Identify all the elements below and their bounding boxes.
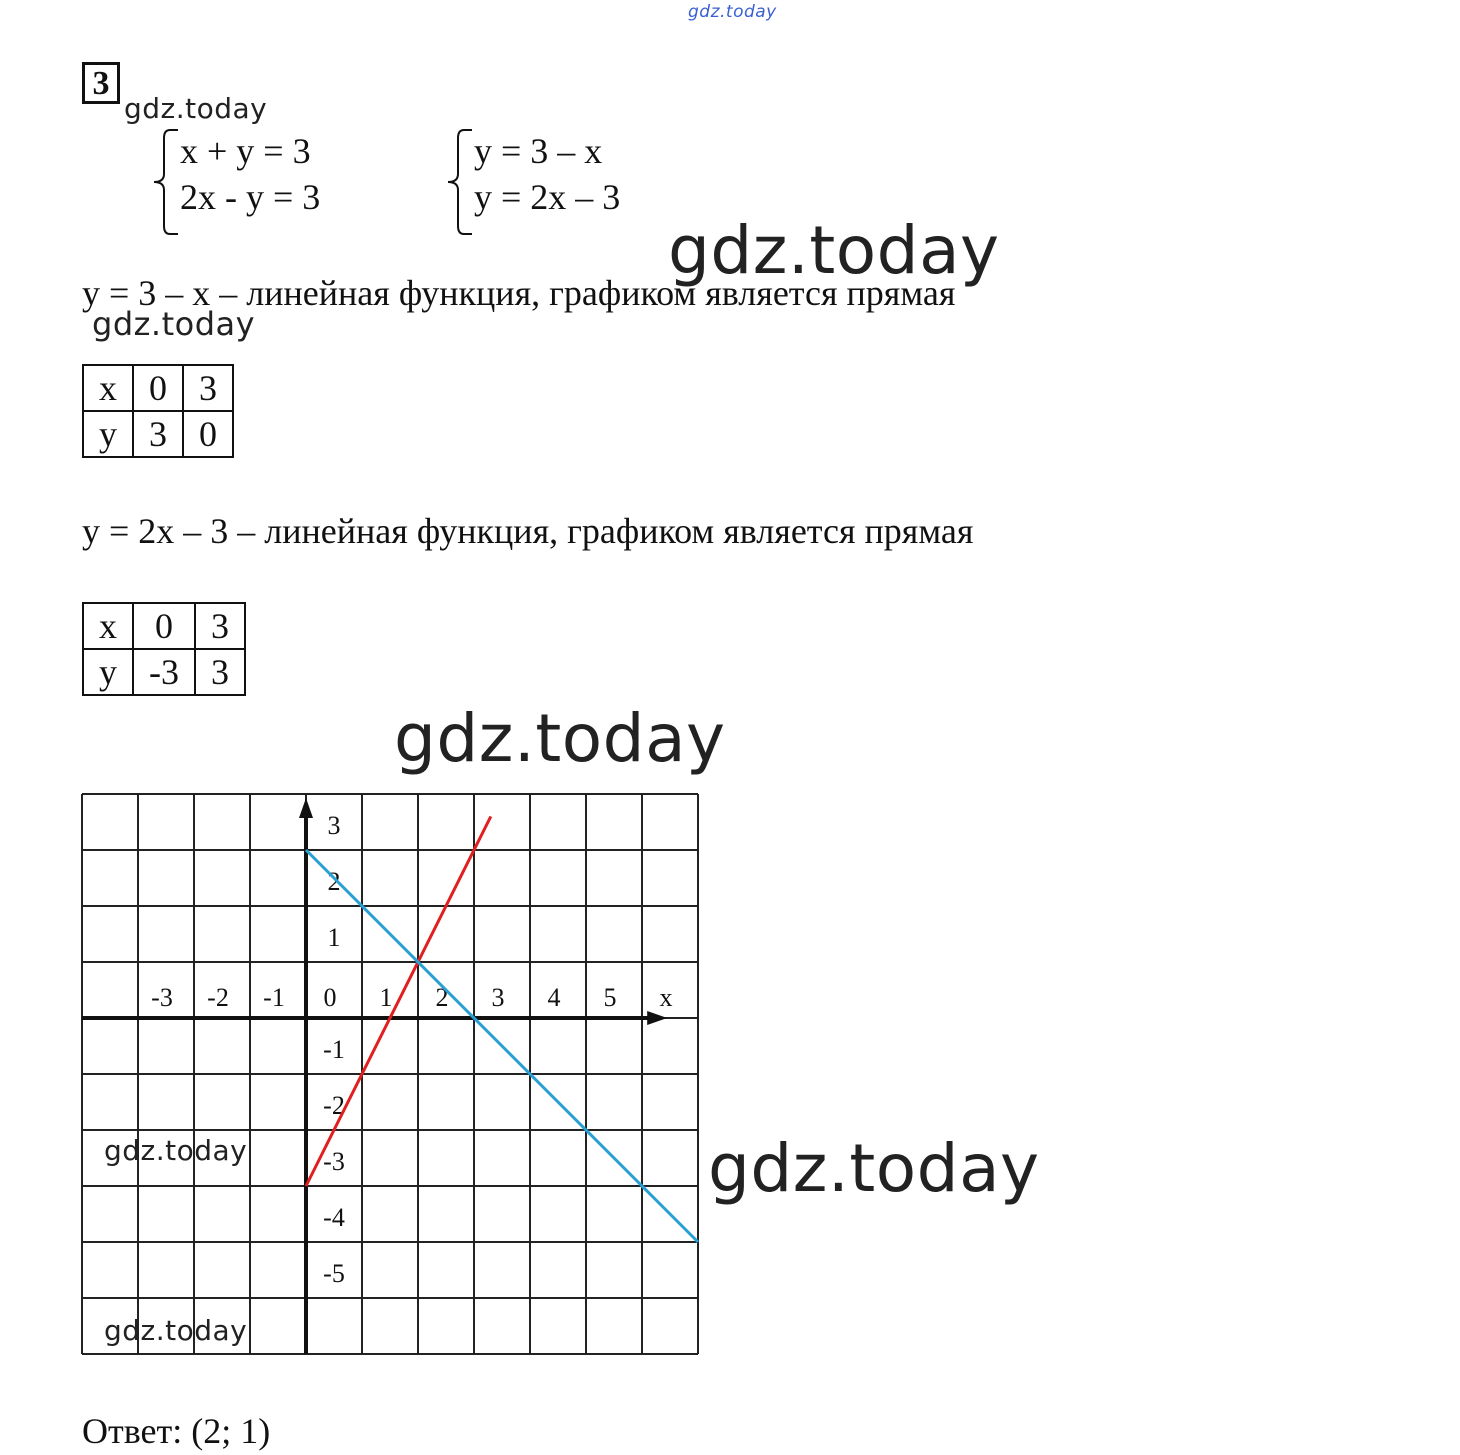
watermark-near-task: gdz.today [124, 92, 268, 125]
y-tick-label: 1 [327, 923, 341, 952]
watermark-top: gdz.today [688, 2, 777, 22]
table2-y-0: -3 [133, 649, 195, 695]
function2-description: y = 2x – 3 – линейная функция, графиком является прямая [82, 511, 974, 551]
x-tick-label: -1 [263, 983, 285, 1012]
x-tick-label: 3 [491, 983, 505, 1012]
x-tick-label: -3 [151, 983, 173, 1012]
function1-description: y = 3 – x – линейная функция, графиком является прямая [82, 273, 956, 313]
line-y-3-minus-x [306, 850, 698, 1242]
x-tick-label: -2 [207, 983, 229, 1012]
watermark-large-2: gdz.today [394, 700, 726, 777]
watermark-large-1: gdz.today [668, 212, 1000, 289]
table2-x-label: x [83, 603, 133, 649]
left-system-eq-2: 2x - y = 3 [180, 177, 321, 217]
x-tick-label: 0 [323, 983, 337, 1012]
table1-y-0: 3 [133, 411, 183, 457]
y-tick-label: -5 [323, 1259, 345, 1288]
y-tick-label: -1 [323, 1035, 345, 1064]
x-axis-label: x [659, 983, 673, 1012]
y-tick-label: -2 [323, 1091, 345, 1120]
y-tick-label: -3 [323, 1147, 345, 1176]
x-tick-label: 4 [547, 983, 561, 1012]
watermark-large-3: gdz.today [708, 1130, 1040, 1207]
y-tick-label: -4 [323, 1203, 345, 1232]
y-axis-arrow [299, 798, 313, 818]
watermark-in-graph-2: gdz.today [104, 1314, 248, 1347]
table1-y-label: y [83, 411, 133, 457]
y-tick-label: 2 [327, 867, 341, 896]
answer-text: Ответ: (2; 1) [82, 1411, 271, 1451]
x-tick-label: 5 [603, 983, 617, 1012]
table2-x-0: 0 [133, 603, 195, 649]
table1-x-label: x [83, 365, 133, 411]
x-tick-label: 1 [379, 983, 393, 1012]
table2-y-1: 3 [195, 649, 245, 695]
watermark-in-graph-1: gdz.today [104, 1134, 248, 1167]
x-axis-arrow [647, 1011, 667, 1025]
x-tick-label: 2 [435, 983, 449, 1012]
y-tick-label: 3 [327, 811, 341, 840]
table1-x-0: 0 [133, 365, 183, 411]
table1-x-1: 3 [183, 365, 233, 411]
right-system-eq-1: y = 3 – x [474, 131, 603, 171]
task-number: 3 [82, 62, 120, 104]
left-system-eq-1: x + y = 3 [180, 131, 311, 171]
table1-y-1: 0 [183, 411, 233, 457]
right-system-eq-2: y = 2x – 3 [474, 177, 621, 217]
table2-x-1: 3 [195, 603, 245, 649]
watermark-below-line1: gdz.today [92, 305, 256, 343]
table2-y-label: y [83, 649, 133, 695]
